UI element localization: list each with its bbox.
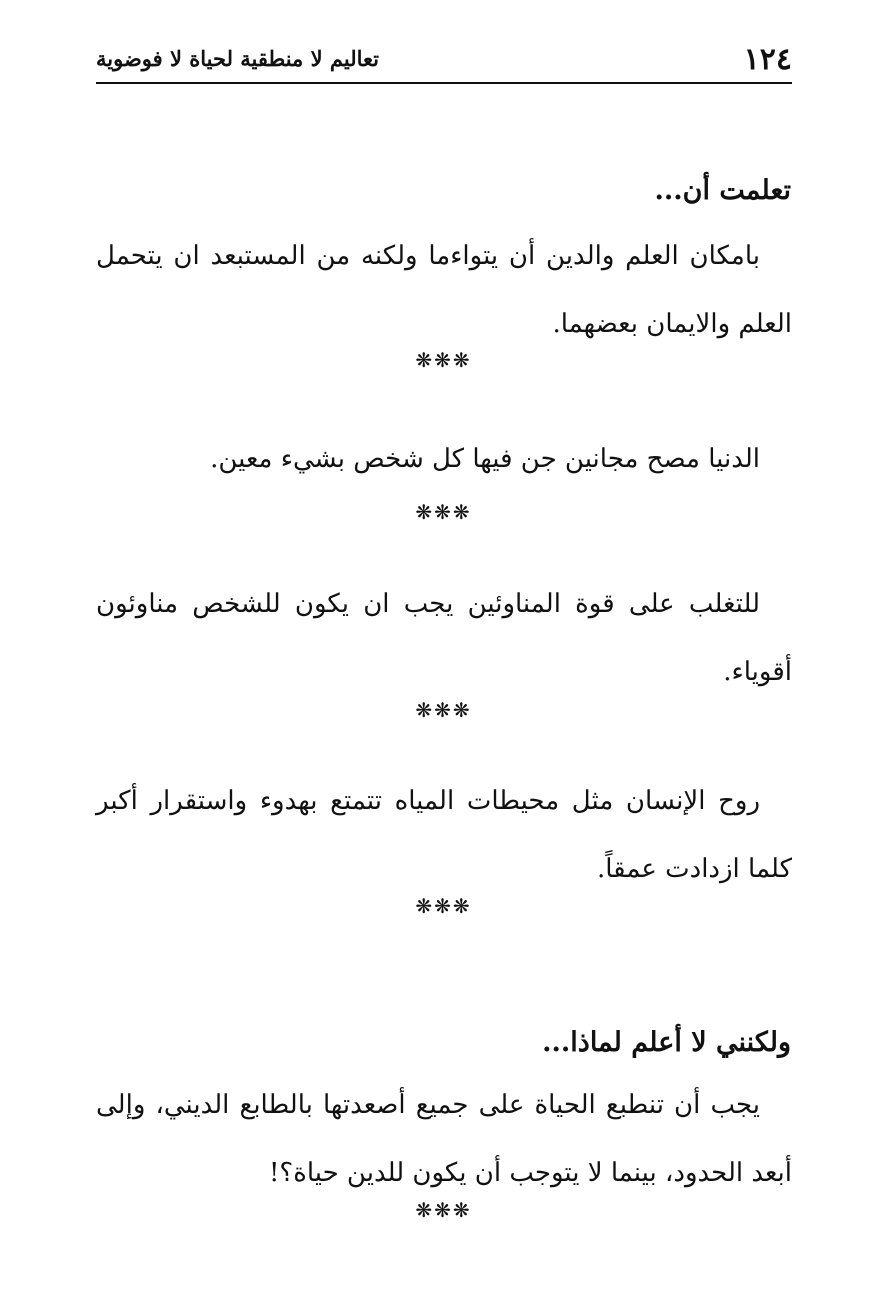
separator-stars: ❋❋❋ [415,500,472,524]
paragraph-science-religion: بامكان العلم والدين أن يتواءما ولكنه من المستبعد ان يتحمل العلم والايمان بعضهما. [96,241,792,339]
paragraph-asylum: الدنيا مصح مجانين جن فيها كل شخص بشيء معين. [210,444,760,474]
page-header [96,36,792,84]
section-heading-but-why: ولكنني لا أعلم لماذا... [542,1027,791,1058]
page-number: ١٢٤ [743,42,792,77]
separator-stars: ❋❋❋ [415,894,472,918]
paragraph-religion-life: يجب أن تنطبع الحياة على جميع أصعدتها بالطابع الديني، وإلى أبعد الحدود، بينما لا يتوجب أن يكون للدين حياة؟! [96,1090,792,1188]
separator-stars: ❋❋❋ [415,348,472,372]
separator-stars: ❋❋❋ [415,698,472,722]
paragraph-opponents: للتغلب على قوة المناوئين يجب ان يكون للشخص مناوئون أقوياء. [96,589,792,687]
separator-stars: ❋❋❋ [415,1198,472,1222]
section-heading-learned: تعلمت أن... [654,175,791,206]
paragraph-human-soul: روح الإنسان مثل محيطات المياه تتمتع بهدوء واستقرار أكبر كلما ازدادت عمقاً. [96,786,792,884]
running-title: تعاليم لا منطقية لحياة لا فوضوية [96,46,379,71]
